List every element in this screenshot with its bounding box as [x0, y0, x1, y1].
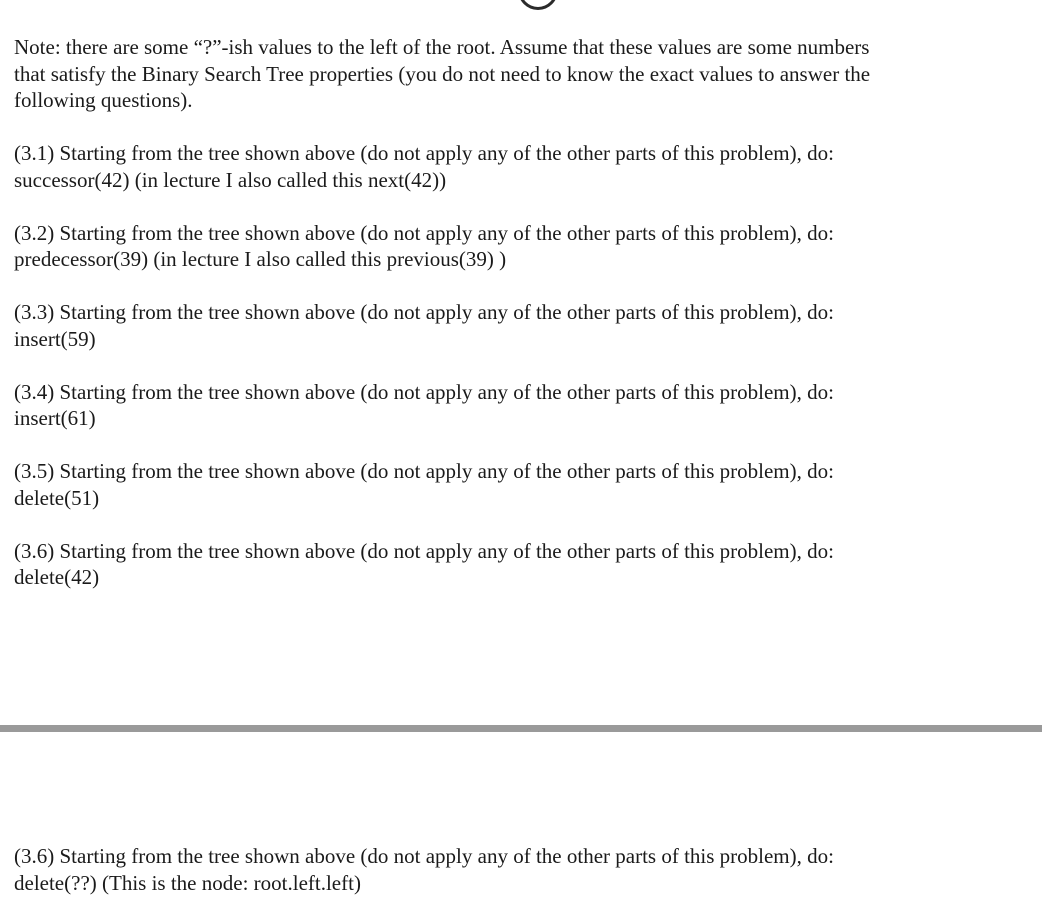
question-3-1: (3.1) Starting from the tree shown above (do not apply any of the other parts of this problem), do: successor(42) (in lecture I also called this next(42))	[14, 141, 834, 192]
question-3-2: (3.2) Starting from the tree shown above (do not apply any of the other parts of this problem), do: predecessor(39) (in lecture I also called this previous(39) )	[14, 220, 834, 271]
question-3-6-bottom: (3.6) Starting from the tree shown above (do not apply any of the other parts of this problem), do: delete(??) (This is the node: root.left.left)	[14, 844, 834, 895]
question-3-4: (3.4) Starting from the tree shown above (do not apply any of the other parts of this problem), do: insert(61)	[14, 379, 834, 430]
question-3-6: (3.6) Starting from the tree shown above (do not apply any of the other parts of this problem), do: delete(42)	[14, 538, 834, 589]
question-3-5: (3.5) Starting from the tree shown above (do not apply any of the other parts of this problem), do: delete(51)	[14, 459, 834, 510]
document-body	[14, 34, 1024, 617]
question-3-3: (3.3) Starting from the tree shown above (do not apply any of the other parts of this problem), do: insert(59)	[14, 300, 834, 351]
tree-node-circle	[518, 0, 558, 10]
note-paragraph: Note: there are some “?”-ish values to the left of the root. Assume that these values are some numbers that satisfy the Binary Search Tree properties (you do not need to know the exact values to answer the following questions).	[14, 35, 871, 112]
horizontal-divider	[0, 725, 1042, 732]
